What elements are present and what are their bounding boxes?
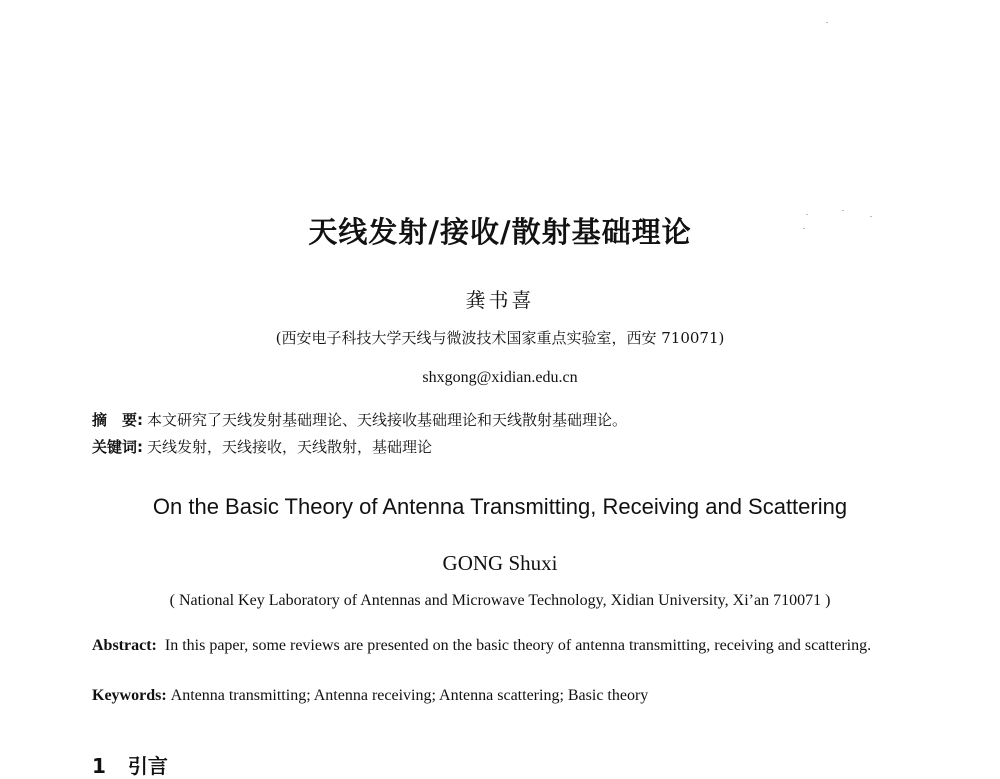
keywords-en-text: Antenna transmitting; Antenna receiving; Antenna scattering; Basic theory — [170, 687, 649, 704]
abstract-en-label: Abstract: — [92, 637, 157, 654]
paper-title-cn: 天线发射/接收/散射基础理论 — [308, 215, 692, 249]
abstract-en-text: In this paper, some reviews are presented on the basic theory of antenna transmitting, receiving and scattering. — [164, 637, 872, 654]
author-name-cn: 龚书喜 — [465, 288, 535, 312]
section-heading — [92, 750, 168, 779]
scan-speck — [826, 22, 828, 23]
section-title: 引言 — [127, 754, 168, 778]
section-number: 1 — [92, 754, 106, 778]
abstract-cn-label: 摘 要: — [92, 411, 143, 429]
keywords-en-label: Keywords: — [92, 687, 167, 704]
keywords-cn-text: 天线发射，天线接收，天线散射，基础理论 — [147, 438, 433, 456]
keywords-en — [92, 687, 648, 705]
affiliation-en: ( National Key Laboratory of Antennas and Microwave Technology, Xidian University, Xi’an 710071 ) — [169, 592, 831, 609]
author-name-en: GONG Shuxi — [442, 551, 558, 575]
abstract-en — [92, 632, 930, 659]
keywords-cn-label: 关键词: — [92, 438, 143, 456]
keywords-cn — [92, 436, 432, 457]
scan-speck — [803, 228, 805, 229]
affiliation-cn: (西安电子科技大学天线与微波技术国家重点实验室，西安 710071) — [275, 329, 725, 347]
abstract-cn — [92, 409, 627, 430]
scan-speck — [842, 210, 844, 211]
scan-speck — [870, 216, 872, 217]
author-email: shxgong@xidian.edu.cn — [422, 369, 578, 386]
paper-title-en: On the Basic Theory of Antenna Transmitting, Receiving and Scattering — [152, 494, 848, 519]
abstract-cn-text: 本文研究了天线发射基础理论、天线接收基础理论和天线散射基础理论。 — [147, 411, 628, 429]
scan-speck — [806, 214, 808, 215]
